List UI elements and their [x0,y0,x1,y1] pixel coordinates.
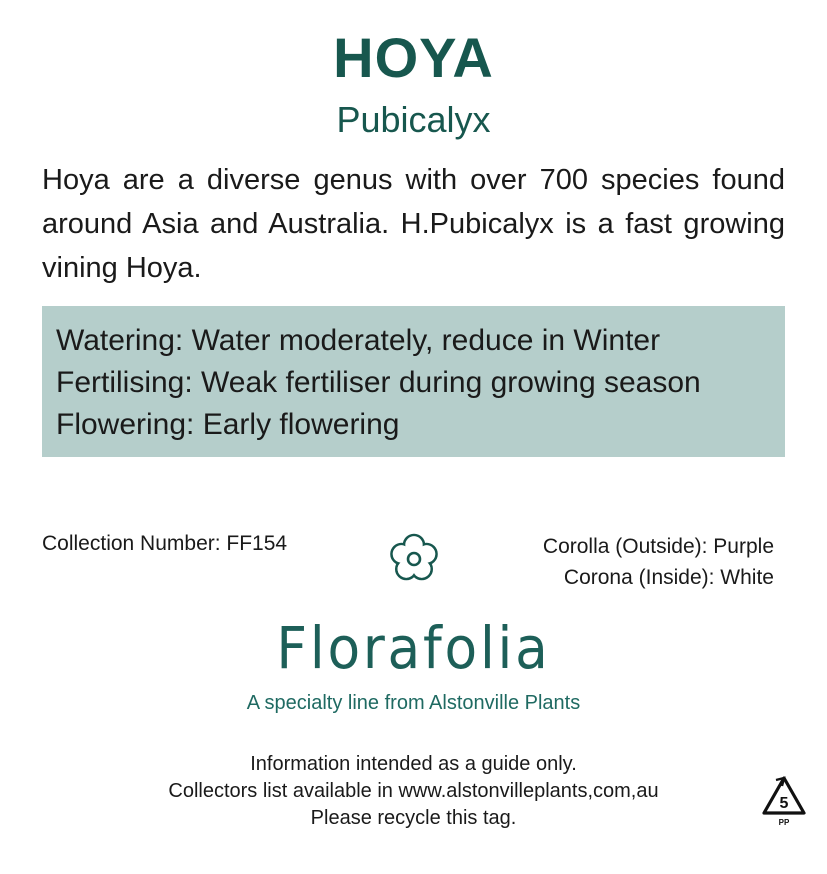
care-watering: Watering: Water moderately, reduce in Winter [56,324,661,357]
care-flowering: Flowering: Early flowering [56,408,400,441]
disclaimer [0,751,827,832]
disclaimer-line: Information intended as a guide only. [250,753,577,775]
flower-colors [543,531,774,593]
care-box [42,306,785,457]
recycle-number: 5 [779,795,789,812]
brand-tagline: A specialty line from Alstonville Plants [246,692,581,714]
collection-number: Collection Number: FF154 [42,532,288,555]
plant-description: Hoya are a diverse genus with over 700 species found around Asia and Australia. H.Pubicalyx is a fast growing vining Hoya. [42,164,785,284]
plant-title: HOYA [333,26,494,89]
corona-color: Corona (Inside): White [563,566,774,589]
plant-subtitle: Pubicalyx [336,99,491,140]
disclaimer-line: Please recycle this tag. [310,807,517,829]
recycle-code: PP [778,818,790,827]
recycle-icon [760,775,808,827]
corolla-color: Corolla (Outside): Purple [542,535,774,558]
flower-icon [385,529,443,587]
brand-logo: Florafolia [276,614,551,682]
care-fertilising: Fertilising: Weak fertiliser during growing season [56,366,701,399]
disclaimer-line: Collectors list available in www.alstonvilleplants,com,au [168,780,659,802]
